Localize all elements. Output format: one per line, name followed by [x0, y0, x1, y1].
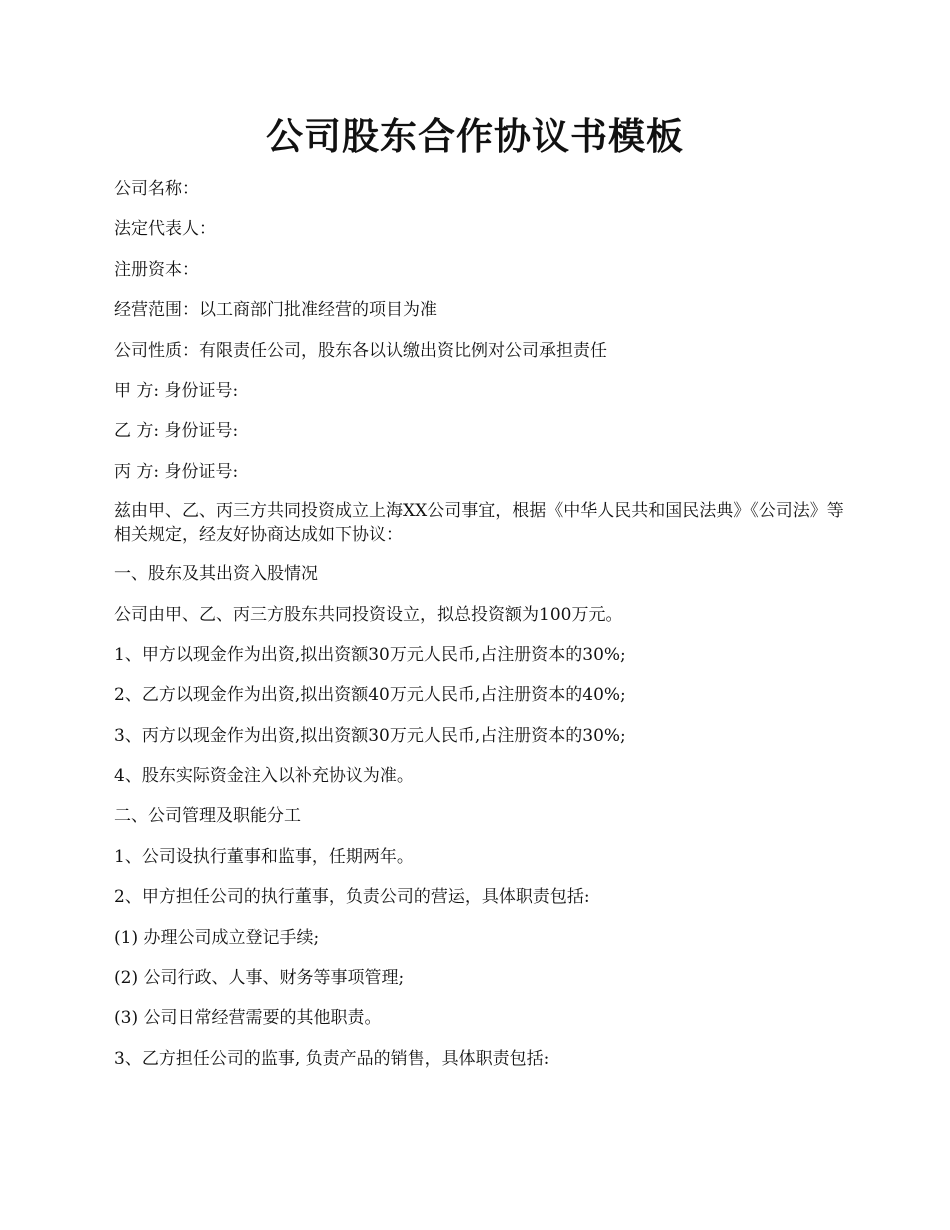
investment-item-a: 1、甲方以现金作为出资,拟出资额30万元人民币,占注册资本的30%; — [114, 644, 626, 665]
field-company-nature: 公司性质：有限责任公司，股东各以认缴出资比例对公司承担责任 — [114, 340, 607, 361]
duty-item-3: (3) 公司日常经营需要的其他职责。 — [114, 1008, 382, 1029]
intro-paragraph: 兹由甲、乙、丙三方共同投资成立上海XX公司事宜，根据《中华人民共和国民法典》《公司法》等相关规定，经友好协商达成如下协议： — [114, 501, 844, 546]
management-item-1: 1、公司设执行董事和监事，任期两年。 — [114, 846, 414, 867]
investment-item-b: 2、乙方以现金作为出资,拟出资额40万元人民币,占注册资本的40%; — [114, 685, 626, 706]
field-business-scope: 经营范围：以工商部门批准经营的项目为准 — [114, 300, 437, 321]
duty-item-2: (2) 公司行政、人事、财务等事项管理; — [114, 968, 405, 989]
field-registered-capital: 注册资本： — [114, 259, 199, 280]
management-item-3: 3、乙方担任公司的监事, 负责产品的销售，具体职责包括: — [114, 1048, 550, 1069]
investment-item-note: 4、股东实际资金注入以补充协议为准。 — [114, 766, 414, 787]
investment-summary: 公司由甲、乙、丙三方股东共同投资设立，拟总投资额为100万元。 — [114, 604, 623, 625]
field-legal-representative: 法定代表人： — [114, 219, 216, 240]
management-item-2: 2、甲方担任公司的执行董事，负责公司的营运，具体职责包括: — [114, 887, 590, 908]
duty-item-1: (1) 办理公司成立登记手续; — [114, 927, 320, 948]
section-heading-2: 二、公司管理及职能分工 — [114, 806, 301, 827]
investment-item-c: 3、丙方以现金作为出资,拟出资额30万元人民币,占注册资本的30%; — [114, 725, 626, 746]
document-body — [114, 176, 844, 1086]
document-title: 公司股东合作协议书模板 — [266, 114, 684, 158]
party-c-line: 丙 方: 身份证号: — [114, 461, 239, 482]
party-a-line: 甲 方: 身份证号: — [114, 380, 239, 401]
section-heading-1: 一、股东及其出资入股情况 — [114, 564, 318, 585]
field-company-name: 公司名称： — [114, 179, 199, 199]
party-b-line: 乙 方: 身份证号: — [114, 421, 239, 442]
